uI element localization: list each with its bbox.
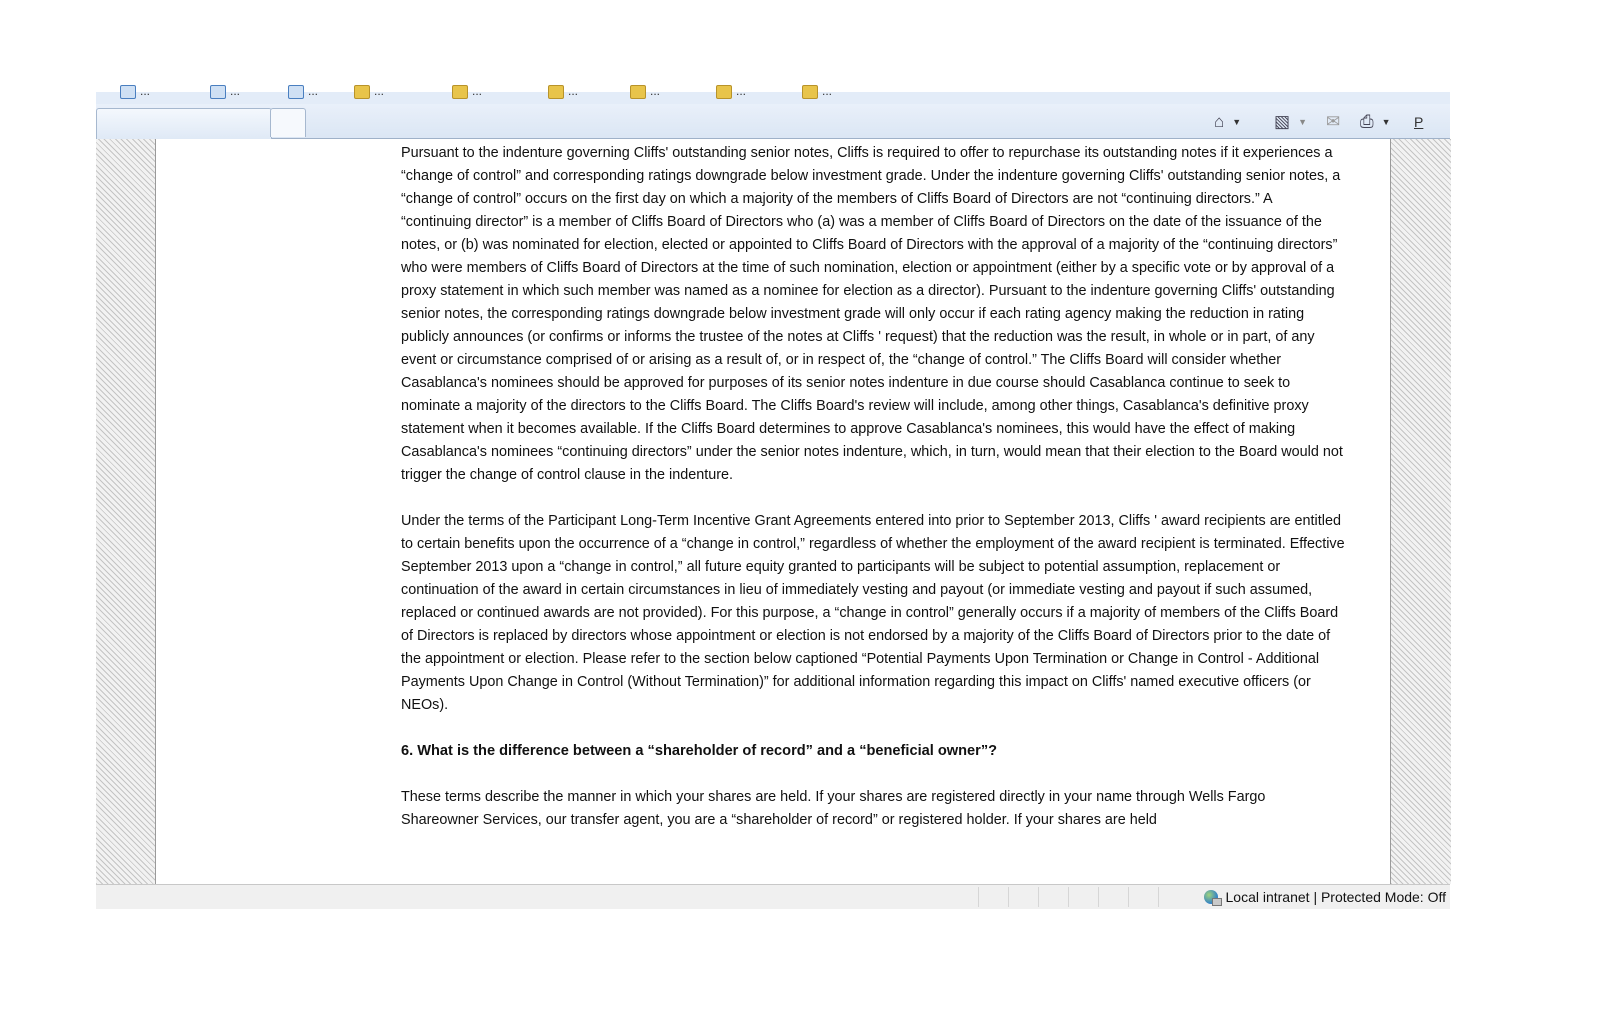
new-tab-button[interactable] <box>270 108 306 137</box>
folder-icon <box>354 85 370 99</box>
status-divider <box>1158 887 1159 907</box>
favorite-folder[interactable]: ... <box>548 84 578 102</box>
favorite-link[interactable]: ... <box>210 84 240 102</box>
globe-network-icon <box>1204 890 1218 904</box>
favorite-folder[interactable]: ... <box>630 84 660 102</box>
chevron-down-icon[interactable]: ▼ <box>1232 117 1242 127</box>
mail-icon: ✉ <box>1326 112 1341 131</box>
page-icon <box>120 85 136 99</box>
folder-icon <box>548 85 564 99</box>
folder-icon <box>716 85 732 99</box>
favorite-folder[interactable]: ... <box>354 84 384 102</box>
chevron-down-icon[interactable]: ▼ <box>1298 117 1307 127</box>
favorite-link[interactable]: ... <box>120 84 150 102</box>
home-button[interactable] <box>1214 111 1241 133</box>
status-divider <box>1098 887 1099 907</box>
read-mail-button[interactable] <box>1326 111 1340 133</box>
favorite-folder[interactable]: ... <box>452 84 482 102</box>
section-heading: 6. What is the difference between a “shareholder of record” and a “beneficial owner”? <box>401 743 998 759</box>
page-viewport[interactable] <box>96 139 1450 884</box>
favorites-bar <box>96 84 1450 104</box>
command-bar <box>96 104 1450 139</box>
folder-icon <box>802 85 818 99</box>
browser-window <box>96 84 1450 926</box>
favorite-link[interactable]: ... <box>288 84 318 102</box>
chevron-down-icon[interactable]: ▼ <box>1381 117 1391 127</box>
favorite-folder[interactable]: ... <box>802 84 832 102</box>
home-icon: ⌂ <box>1214 112 1225 131</box>
rss-feed-icon: ▧ <box>1274 112 1291 131</box>
print-icon: ⎙ <box>1360 112 1374 131</box>
security-zone[interactable]: Local intranet | Protected Mode: Off <box>1204 888 1447 906</box>
page-icon <box>210 85 226 99</box>
status-divider <box>1068 887 1069 907</box>
status-divider <box>1038 887 1039 907</box>
document-body <box>401 142 1346 855</box>
browser-tab[interactable] <box>96 108 272 139</box>
status-divider <box>1008 887 1009 907</box>
page-margin-right <box>1390 139 1451 884</box>
page-margin-left <box>96 139 156 884</box>
print-button[interactable] <box>1360 111 1391 133</box>
folder-icon <box>452 85 468 99</box>
feeds-button[interactable] <box>1274 111 1307 133</box>
paragraph-change-of-control: Pursuant to the indenture governing Cliffs' outstanding senior notes, Cliffs is required to offer to repurchase its outstanding notes if it experiences a “change of control” and corresponding ratings downgrade below investment grade. Under the indenture governing Cliffs' outstanding senior notes, a “change of control” occurs on the first day on which a majority of the members of Cliffs Board of Directors are not “continuing directors.” A “continuing director” is a member of Cliffs Board of Directors who (a) was a member of Cliffs Board of Directors on the date of the issuance of the notes, or (b) was nominated for election, elected or appointed to Cliffs Board of Directors with the approval of a majority of the “continuing directors” who were members of Cliffs Board of Directors at the time of such nomination, election or appointment (either by a specific vote or by approval of a proxy statement in which such member was named as a nominee for election as a director). Pursuant to the indenture governing Cliffs' outstanding senior notes, the corresponding ratings downgrade below investment grade will only occur if each rating agency making the reduction in rating publicly announces (or confirms or informs the trustee of the notes at Cliffs ' request) that the reduction was the result, in whole or in part, of any event or circumstance comprised of or arising as a result of, or in respect of, the “change of control.” The Cliffs Board will consider whether Casablanca's nominees should be approved for purposes of its senior notes indenture in due course should Casablanca continue to seek to nominate a majority of the directors to the Cliffs Board. The Cliffs Board's review will include, among other things, Casablanca's definitive proxy statement when it becomes available. If the Cliffs Board determines to approve Casablanca's nominees, this would have the effect of making Casablanca's nominees “continuing directors” under the senior notes indenture, which, in turn, would mean that their election to the Board would not trigger the change of control clause in the indenture. <box>401 145 1343 483</box>
favorite-folder[interactable]: ... <box>716 84 746 102</box>
page-menu-button[interactable]: P <box>1414 114 1424 130</box>
page-icon <box>288 85 304 99</box>
status-divider <box>978 887 979 907</box>
folder-icon <box>630 85 646 99</box>
status-divider <box>1128 887 1129 907</box>
paragraph-incentive-grant: Under the terms of the Participant Long-Term Incentive Grant Agreements entered into prior to September 2013, Cliffs ' award recipients are entitled to certain benefits upon the occurrence of a “change in control,” regardless of whether the employment of the award recipient is terminated. Effective September 2013 upon a “change in control,” all future equity granted to participants will be subject to potential assumption, replacement or continuation of the award in certain circumstances in lieu of immediately vesting and payout (or immediate vesting and payout if such assumed, replaced or continued awards are not provided). For this purpose, a “change in control” generally occurs if a majority of members of the Cliffs Board of Directors is replaced by directors whose appointment or election is not endorsed by a majority of the Cliffs Board of Directors prior to the date of the appointment or election. Please refer to the section below captioned “Potential Payments Upon Termination or Change in Control - Additional Payments Upon Change in Control (Without Termination)” for additional information regarding this impact on Cliffs' named executive officers (or NEOs). <box>401 513 1345 713</box>
status-bar <box>96 884 1450 909</box>
paragraph-shareholder-terms: These terms describe the manner in which your shares are held. If your shares are registered directly in your name through Wells Fargo Shareowner Services, our transfer agent, you are a “shareholder of record” or registered holder. If your shares are held <box>401 789 1266 828</box>
